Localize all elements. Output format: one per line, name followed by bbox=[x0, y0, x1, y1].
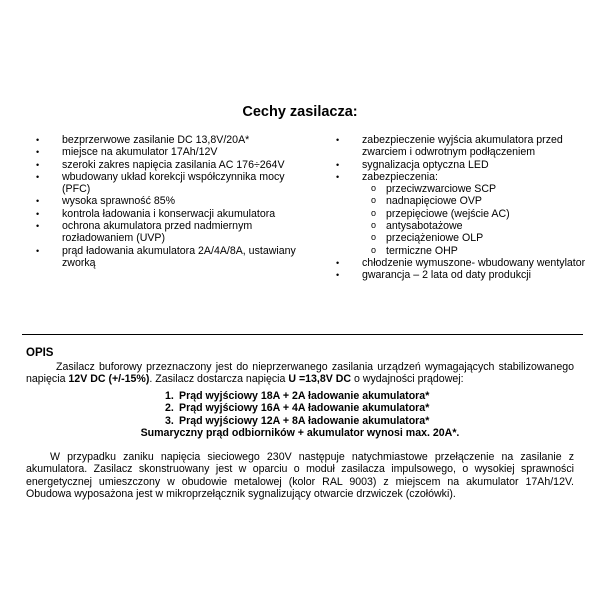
page-title: Cechy zasilacza: bbox=[242, 104, 358, 120]
opis-p1-voltage-range: 12V DC (+/-15%) bbox=[68, 373, 150, 386]
list-item: o przeciwzwarciowe SCP bbox=[336, 183, 586, 195]
list-item: • wbudowany układ korekcji współczynnika mocy (PFC) bbox=[36, 171, 311, 196]
list-number: 2. bbox=[165, 402, 174, 415]
total-current-summary: Sumaryczny prąd odbiorników + akumulator wynosi max. 20A*. bbox=[140, 427, 460, 439]
features-right-column bbox=[336, 134, 586, 282]
list-item: • wysoka sprawność 85% bbox=[36, 195, 311, 207]
opis-p1-output-voltage: U =13,8V DC bbox=[288, 373, 352, 386]
opis-paragraph-2: W przypadku zaniku napięcia sieciowego 230V następuje natychmiastowe przełączenie na zasilanie z akumulatora. Zasilacz skonstruowany jest w oparciu o moduł zasilacza impulsowego, o wysokiej sprawności energetycznej umieszczony w obudowie metalowej (kolor RAL 9003) z miejscem na akumulator 17Ah/12V. Obudowa wyposażona jest w mikroprzełącznik sygnalizujący otwarcie drzwiczek (czołówki). bbox=[26, 451, 574, 501]
list-number: 3. bbox=[165, 414, 174, 427]
list-item: • zabezpieczenia: bbox=[336, 171, 586, 183]
opis-p1-text-e: o wydajności prądowej: bbox=[351, 373, 464, 386]
list-item: • bezprzerwowe zasilanie DC 13,8V/20A* bbox=[36, 134, 311, 146]
list-item: • sygnalizacja optyczna LED bbox=[336, 159, 586, 171]
features-right-list-after bbox=[336, 257, 586, 282]
list-item: o antysabotażowe bbox=[336, 220, 586, 232]
list-item: • chłodzenie wymuszone- wbudowany wentylator bbox=[336, 257, 586, 269]
output-variant-text: Prąd wyjściowy 18A + 2A ładowanie akumulatora* bbox=[179, 390, 430, 402]
section-divider bbox=[22, 334, 583, 335]
list-item: o nadnapięciowe OVP bbox=[336, 195, 586, 207]
list-item: • kontrola ładowania i konserwacji akumulatora bbox=[36, 208, 311, 220]
list-item: • prąd ładowania akumulatora 2A/4A/8A, ustawiany zworką bbox=[36, 245, 311, 270]
list-item: • miejsce na akumulator 17Ah/12V bbox=[36, 146, 311, 158]
features-left-column bbox=[36, 134, 311, 269]
list-item: • gwarancja – 2 lata od daty produkcji bbox=[336, 269, 586, 281]
protections-list bbox=[336, 183, 586, 257]
output-variant-text: Prąd wyjściowy 16A + 4A ładowanie akumulatora* bbox=[179, 402, 430, 415]
list-item: • ochrona akumulatora przed nadmiernym rozładowaniem (UVP) bbox=[36, 220, 311, 245]
features-left-list bbox=[36, 134, 311, 269]
features-right-list bbox=[336, 134, 586, 183]
list-item: • szeroki zakres napięcia zasilania AC 176÷264V bbox=[36, 159, 311, 171]
opis-p1-text-a: Zasilacz buforowy przeznaczony jest do nieprzerwanego zasilania urządzeń wymagających stabilizowanego napięcia bbox=[26, 361, 574, 386]
list-item bbox=[165, 402, 429, 414]
list-item: • zabezpieczenie wyjścia akumulatora przed zwarciem i odwrotnym podłączeniem bbox=[336, 134, 586, 159]
list-item: o przepięciowe (wejście AC) bbox=[336, 208, 586, 220]
list-number: 1. bbox=[165, 390, 174, 402]
opis-p1-text-c: . Zasilacz dostarcza napięcia bbox=[149, 373, 289, 386]
list-item bbox=[165, 390, 429, 402]
opis-heading: OPIS bbox=[26, 347, 54, 359]
output-variant-text: Prąd wyjściowy 12A + 8A ładowanie akumulatora* bbox=[179, 414, 430, 427]
list-item: o przeciążeniowe OLP bbox=[336, 232, 586, 244]
list-item: o termiczne OHP bbox=[336, 245, 586, 257]
opis-paragraph-1 bbox=[26, 361, 574, 386]
list-item bbox=[165, 415, 429, 427]
